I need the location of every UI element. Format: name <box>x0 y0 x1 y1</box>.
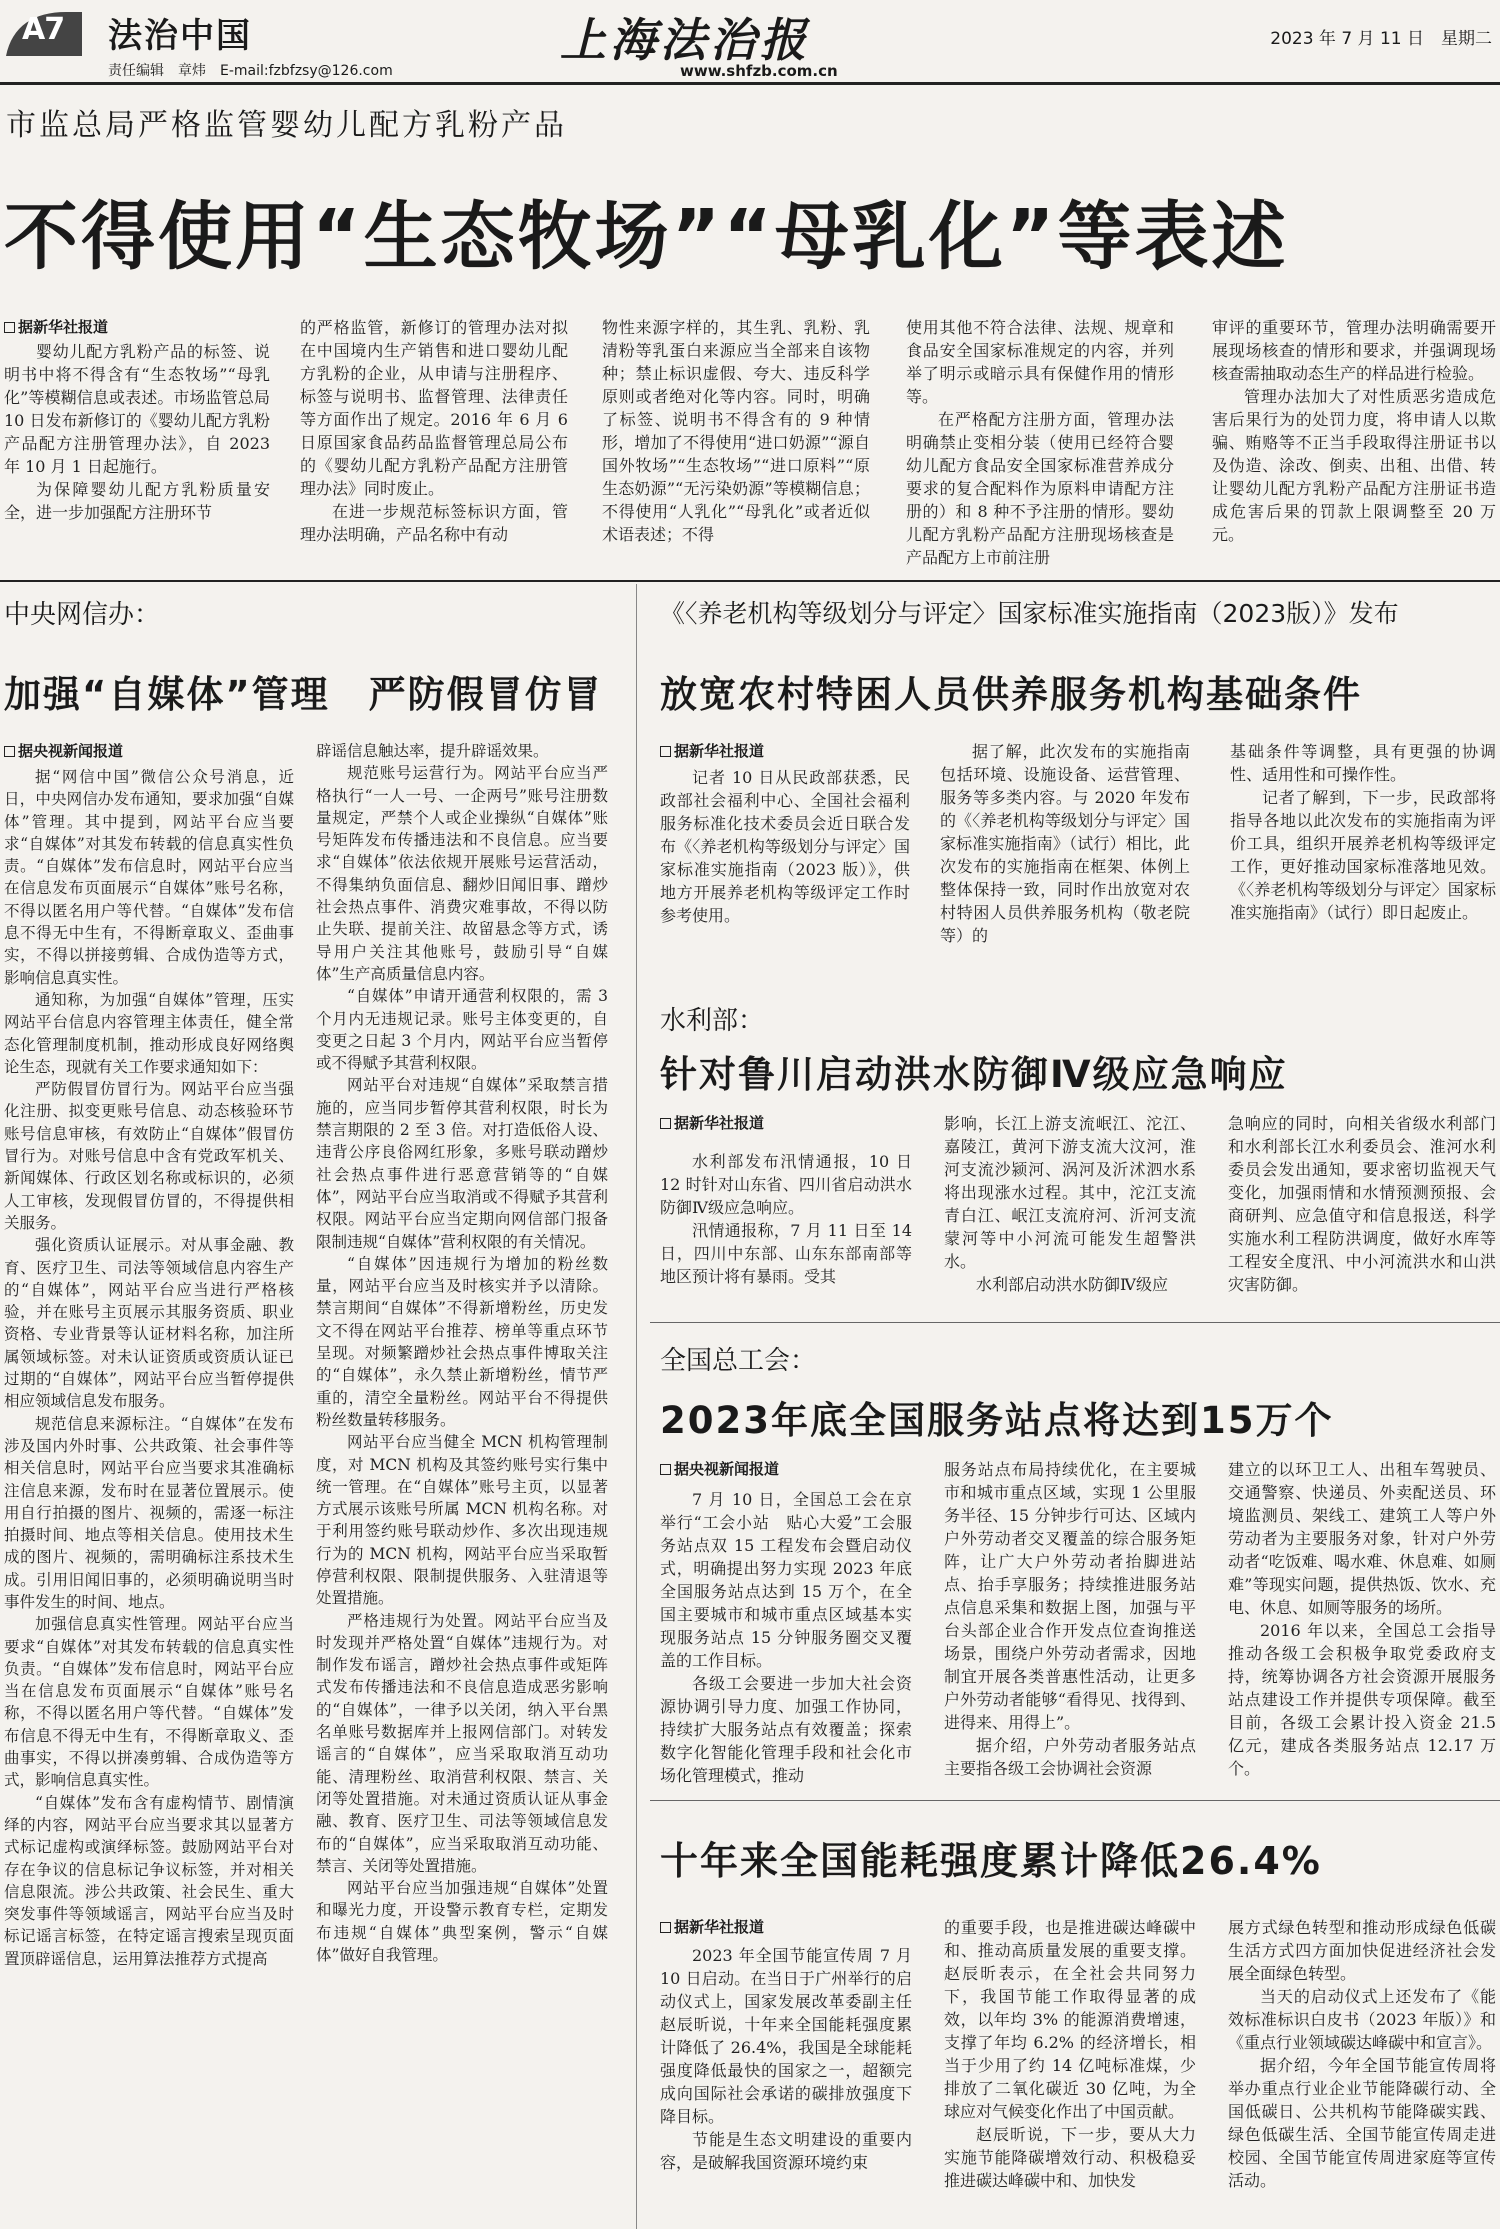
byline-square-icon <box>4 746 15 757</box>
article4-byline: 据新华社报道 <box>660 1112 764 1133</box>
article5-headline: 2023年底全国服务站点将达到15万个 <box>660 1399 1334 1442</box>
byline-square-icon <box>4 322 15 333</box>
article3-col2: 据了解，此次发布的实施指南包括环境、设施设备、运营管理、服务等多类内容。与 2020 年发布的《〈养老机构等级划分与评定〉国家标准实施指南》（试行）相比，此次发布的实施指南在框架、体例上整体保持一致，同时作出放宽对农村特困人员供养服务机构（敬老院等）的 <box>940 742 1190 945</box>
article6-headline: 十年来全国能耗强度累计降低26.4% <box>660 1839 1322 1883</box>
article2-byline: 据央视新闻报道 <box>4 740 123 761</box>
article1-col4: 使用其他不符合法律、法规、规章和食品安全国家标准规定的内容，并列举了明示或暗示具有保健作用的情形等。 在严格配方注册方面，管理办法明确禁止变相分装（使用已经符合婴幼儿配方食品安全国家标准营养成分要求的复合配料作为原料申请配方注册的）和 8 种不予注册的情形。婴幼儿配方乳粉产品配方注册现场核查是产品配方上市前注册 <box>906 318 1174 567</box>
article1-col5: 审评的重要环节，管理办法明确需要开展现场核查的情形和要求，并强调现场核查需抽取动态生产的样品进行检验。 管理办法加大了对性质恶劣造成危害后果行为的处罚力度，将申请人以欺骗、贿赂等不正当手段取得注册证书以及伪造、涂改、倒卖、出租、出借、转让婴幼儿配方乳粉产品配方注册证书造成危害后果的罚款上限调整至 20 万元。 <box>1212 318 1496 544</box>
editor-credit: 责任编辑 章炜 E-mail:fzbfzsy@126.com <box>108 63 393 79</box>
article6-col3: 展方式绿色转型和推动形成绿色低碳生活方式四方面加快促进经济社会发展全面绿色转型。 当天的启动仪式上还发布了《能效标准标识白皮书（2023 年版）》和《重点行业领域碳达峰碳中和宣言》。 据介绍，今年全国节能宣传周将举办重点行业企业节能降碳行动、全国低碳日、公共机构节能降碳实践、绿色低碳生活、全国节能宣传周走进校园、全国节能宣传周进家庭等宣传活动。 <box>1228 1918 1496 2190</box>
article4-kicker: 水利部： <box>660 1006 765 1036</box>
article6-col2: 的重要手段，也是推进碳达峰碳中和、推动高质量发展的重要支撑。赵辰昕表示，在全社会共同努力下，我国节能工作取得显著的成效，以年均 3% 的能源消费增速，支撑了年均 6.2% 的经济增长，相当于少用了约 14 亿吨标准煤，少排放了二氧化碳近 30 亿吨，为全球应对气候变化作出了中国贡献。 赵辰昕说，下一步，要从大力实施节能降碳增效行动、积极稳妥推进碳达峰碳中和、加快发 <box>944 1918 1196 2190</box>
article5-col3: 建立的以环卫工人、出租车驾驶员、交通警察、快递员、外卖配送员、环境监测员、架线工、建筑工人等户外劳动者为主要服务对象，针对户外劳动者“吃饭难、喝水难、休息难、如厕难”等现实问题，提供热饭、饮水、充电、休息、如厕等服务的场所。 2016 年以来，全国总工会指导推动各级工会积极争取党委政府支持，统筹协调各方社会资源开展服务站点建设工作并提供专项保障。截至目前，各级工会累计投入资金 21.5 亿元，建成各类服务站点 12.17 万个。 <box>1228 1460 1496 1778</box>
article1-headline: 不得使用“生态牧场”“母乳化”等表述 <box>4 194 1289 280</box>
article5-byline: 据央视新闻报道 <box>660 1458 779 1479</box>
issue-date: 2023 年 7 月 11 日 星期二 <box>1270 29 1492 49</box>
masthead-logo: 上海法治报 <box>560 13 810 67</box>
byline-square-icon <box>660 746 671 757</box>
header-rule <box>0 82 1500 85</box>
byline-square-icon <box>660 1464 671 1475</box>
article1-bottom-rule <box>0 580 1500 582</box>
article2-headline: 加强“自媒体”管理 严防假冒仿冒 <box>4 673 603 716</box>
article3-kicker: 《〈养老机构等级划分与评定〉国家标准实施指南（2023版）》发布 <box>660 599 1399 628</box>
article1-kicker: 市监总局严格监管婴幼儿配方乳粉产品 <box>6 108 567 143</box>
article2-col1: 据“网信中国”微信公众号消息，近日，中央网信办发布通知，要求加强“自媒体”管理。其中提到，网站平台应当要求“自媒体”对其发布转载的信息真实性负责。“自媒体”发布信息时，网站平台应当在信息发布页面展示“自媒体”账号名称，不得以匿名用户等代替。“自媒体”发布信息不得无中生有，不得断章取义、歪曲事实，不得以拼接剪辑、合成伪造等方式，影响信息真实性。 通知称，为加强“自媒体”管理，压实网站平台信息内容管理主体责任，健全常态化管理制度机制，推动形成良好网络舆论生态，现就有关工作要求通知如下： 严防假冒仿冒行为。网站平台应当强化注册、拟变更账号信息、动态核验环节账号信息审核，有效防止“自媒体”假冒仿冒行为。对账号信息中含有党政军机关、新闻媒体、行政区划名称或标识的，必须人工审核，发现假冒仿冒的，不得提供相关服务。 强化资质认证展示。对从事金融、教育、医疗卫生、司法等领域信息内容生产的“自媒体”，网站平台应当进行严格核验，并在账号主页展示其服务资质、职业资格、专业背景等认证材料名称，加注所属领域标签。对未认证资质或资质认证已过期的“自媒体”，网站平台应当暂停提供相应领域信息发布服务。 规范信息来源标注。“自媒体”在发布涉及国内外时事、公共政策、社会事件等相关信息时，网站平台应当要求其准确标注信息来源，发布时在显著位置展示。使用自行拍摄的图片、视频的，需逐一标注拍摄时间、地点等相关信息。使用技术生成的图片、视频的，需明确标注系技术生成。引用旧闻旧事的，必须明确说明当时事件发生的时间、地点。 加强信息真实性管理。网站平台应当要求“自媒体”对其发布转载的信息真实性负责。“自媒体”发布信息时，网站平台应当在信息发布页面展示“自媒体”账号名称，不得以匿名用户等代替。“自媒体”发布信息不得无中生有，不得断章取义、歪曲事实，不得以拼凑剪辑、合成伪造等方式，影响信息真实性。 “自媒体”发布含有虚构情节、剧情演绎的内容，网站平台应当要求其以显著方式标记虚构或演绎标签。鼓励网站平台对存在争议的信息标记争议标签，并对相关信息限流。涉公共政策、社会民生、重大突发事件等领域谣言，网站平台应当及时标记谣言标签，在特定谣言搜索呈现页面置顶辟谣信息，运用算法推荐方式提高 <box>4 768 294 1968</box>
article4-col1: 水利部发布汛情通报，10 日 12 时针对山东省、四川省启动洪水防御Ⅳ级应急响应。 汛情通报称，7 月 11 日至 14 日，四川中东部、山东东部南部等地区预计将有暴雨。受其 <box>660 1152 912 1286</box>
byline-square-icon <box>660 1922 671 1933</box>
article4-headline: 针对鲁川启动洪水防御Ⅳ级应急响应 <box>660 1053 1288 1096</box>
article1-col1: 婴幼儿配方乳粉产品的标签、说明书中将不得含有“生态牧场”“母乳化”等模糊信息或表述。市场监管总局 10 日发布新修订的《婴幼儿配方乳粉产品配方注册管理办法》，自 2023 年 10 月 1 日起施行。 为保障婴幼儿配方乳粉质量安全，进一步加强配方注册环节 <box>4 342 270 522</box>
article3-col3: 基础条件等调整，具有更强的协调性、适用性和可操作性。 记者了解到，下一步，民政部将指导各地以此次发布的实施指南为评价工具，组织开展养老机构等级评定工作，更好推动国家标准落地见效。《〈养老机构等级划分与评定〉国家标准实施指南》（试行）即日起废止。 <box>1230 742 1496 922</box>
column-divider <box>636 584 637 2229</box>
byline-square-icon <box>660 1118 671 1129</box>
article5-kicker: 全国总工会： <box>660 1346 817 1376</box>
article2-col2: 辟谣信息触达率，提升辟谣效果。 规范账号运营行为。网站平台应当严格执行“一人一号、一企两号”账号注册数量规定，严禁个人或企业操纵“自媒体”账号矩阵发布传播违法和不良信息。应当要求“自媒体”依法依规开展账号运营活动，不得集纳负面信息、翻炒旧闻旧事、蹭炒社会热点事件、消费灾难事故，不得以防止失联、提前关注、故留悬念等方式，诱导用户关注其他账号，鼓励引导“自媒体”生产高质量信息内容。 “自媒体”申请开通营利权限的，需 3 个月内无违规记录。账号主体变更的，自变更之日起 3 个月内，网站平台应当暂停或不得赋予其营利权限。 网站平台对违规“自媒体”采取禁言措施的，应当同步暂停其营利权限，时长为禁言期限的 2 至 3 倍。对打造低俗人设、违背公序良俗网红形象，多账号联动蹭炒社会热点事件进行恶意营销等的“自媒体”，网站平台应当取消或不得赋予其营利权限。网站平台应当定期向网信部门报备限制违规“自媒体”营利权限的有关情况。 “自媒体”因违规行为增加的粉丝数量，网站平台应当及时核实并予以清除。禁言期间“自媒体”不得新增粉丝，历史发文不得在网站平台推荐、榜单等重点环节呈现。对频繁蹭炒社会热点事件博取关注的“自媒体”，永久禁止新增粉丝，情节严重的，清空全量粉丝。网站平台不得提供粉丝数量转移服务。 网站平台应当健全 MCN 机构管理制度，对 MCN 机构及其签约账号实行集中统一管理。在“自媒体”账号主页，以显著方式展示该账号所属 MCN 机构名称。对于利用签约账号联动炒作、多次出现违规行为的 MCN 机构，网站平台应当采取暂停营利权限、限制提供服务、入驻清退等处置措施。 严格违规行为处置。网站平台应当及时发现并严格处置“自媒体”违规行为。对制作发布谣言，蹭炒社会热点事件或矩阵式发布传播违法和不良信息造成恶劣影响的“自媒体”，一律予以关闭，纳入平台黑名单账号数据库并上报网信部门。对转发谣言的“自媒体”，应当采取取消互动功能、清理粉丝、取消营利权限、禁言、关闭等处置措施。对未通过资质认证从事金融、教育、医疗卫生、司法等领域信息发布的“自媒体”，应当采取取消互动功能、禁言、关闭等处置措施。 网站平台应当加强违规“自媒体”处置和曝光力度，开设警示教育专栏，定期发布违规“自媒体”典型案例，警示“自媒体”做好自我管理。 <box>316 742 608 1965</box>
article4-col2: 影响，长江上游支流岷江、沱江、嘉陵江，黄河下游支流大汶河，淮河支流沙颍河、涡河及沂沭泗水系将出现涨水过程。其中，沱江支流青白江、岷江支流府河、沂河支流蒙河等中小河流可能发生超警洪水。 水利部启动洪水防御Ⅳ级应 <box>944 1114 1196 1294</box>
article5-col1: 7 月 10 日，全国总工会在京举行“工会小站 贴心大爱”工会服务站点双 15 工程发布会暨启动仪式，明确提出努力实现 2023 年底全国服务站点达到 15 万个，在全国主要城市和城市重点区域基本实现服务站点 15 分钟服务圈交叉覆盖的工作目标。 各级工会要进一步加大社会资源协调引导力度、加强工作协同，持续扩大服务站点有效覆盖；探索数字化智能化管理手段和社会化市场化管理模式，推动 <box>660 1490 912 1785</box>
article3-col1: 记者 10 日从民政部获悉，民政部社会福利中心、全国社会福利服务标准化技术委员会近日联合发布《〈养老机构等级划分与评定〉国家标准实施指南（2023 版）》，供地方开展养老机构等级评定工作时参考使用。 <box>660 768 910 925</box>
page-number-badge <box>4 6 86 58</box>
article1-byline: 据新华社报道 <box>4 316 108 337</box>
article6-col1: 2023 年全国节能宣传周 7 月 10 日启动。在当日于广州举行的启动仪式上，国家发展改革委副主任赵辰昕说，十年来全国能耗强度累计降低了 26.4%，我国是全球能耗强度降低最快的国家之一，超额完成向国际社会承诺的碳排放强度下降目标。 节能是生态文明建设的重要内容，是破解我国资源环境约束 <box>660 1946 912 2172</box>
article1-col2: 的严格监管，新修订的管理办法对拟在中国境内生产销售和进口婴幼儿配方乳粉的企业，从申请与注册程序、标签与说明书、监督管理、法律责任等方面作出了规定。2016 年 6 月 6 日原国家食品药品监督管理总局公布的《婴幼儿配方乳粉产品配方注册管理办法》同时废止。 在进一步规范标签标识方面，管理办法明确，产品名称中有动 <box>300 318 568 544</box>
article6-byline: 据新华社报道 <box>660 1916 764 1937</box>
article4-col3: 急响应的同时，向相关省级水利部门和水利部长江水利委员会、淮河水利委员会发出通知，要求密切监视天气变化，加强雨情和水情预测预报、会商研判、应急值守和信息报送，科学实施水利工程防洪调度，做好水库等工程安全度汛、中小河流洪水和山洪灾害防御。 <box>1228 1114 1496 1294</box>
article1-col3: 物性来源字样的，其生乳、乳粉、乳清粉等乳蛋白来源应当全部来自该物种；禁止标识虚假、夸大、违反科学原则或者绝对化等内容。同时，明确了标签、说明书不得含有的 9 种情形，增加了不得使用“进口奶源”“源自国外牧场”“生态牧场”“进口原料”“原生态奶源”“无污染奶源”等模糊信息；不得使用“人乳化”“母乳化”或者近似术语表述；不得 <box>602 318 870 544</box>
article5-col2: 服务站点布局持续优化，在主要城市和城市重点区域，实现 1 公里服务半径、15 分钟步行可达、区域内户外劳动者交叉覆盖的综合服务矩阵，让广大户外劳动者抬脚进站点、抬手享服务；持续推进服务站点信息采集和数据上图，加强与平台头部企业合作开发点位查询推送场景，围绕户外劳动者需求，因地制宜开展各类普惠性活动，让更多户外劳动者能够“看得见、找得到、进得来、用得上”。 据介绍，户外劳动者服务站点主要指各级工会协调社会资源 <box>944 1460 1196 1778</box>
section-title: 法治中国 <box>108 16 252 56</box>
article5-bottom-rule <box>650 1800 1500 1801</box>
article2-kicker: 中央网信办： <box>4 600 161 630</box>
article3-headline: 放宽农村特困人员供养服务机构基础条件 <box>660 673 1362 716</box>
article4-bottom-rule <box>650 1322 1500 1323</box>
article3-byline: 据新华社报道 <box>660 740 764 761</box>
page-number: A7 <box>22 12 65 47</box>
website-link[interactable]: www.shfzb.com.cn <box>680 62 838 80</box>
